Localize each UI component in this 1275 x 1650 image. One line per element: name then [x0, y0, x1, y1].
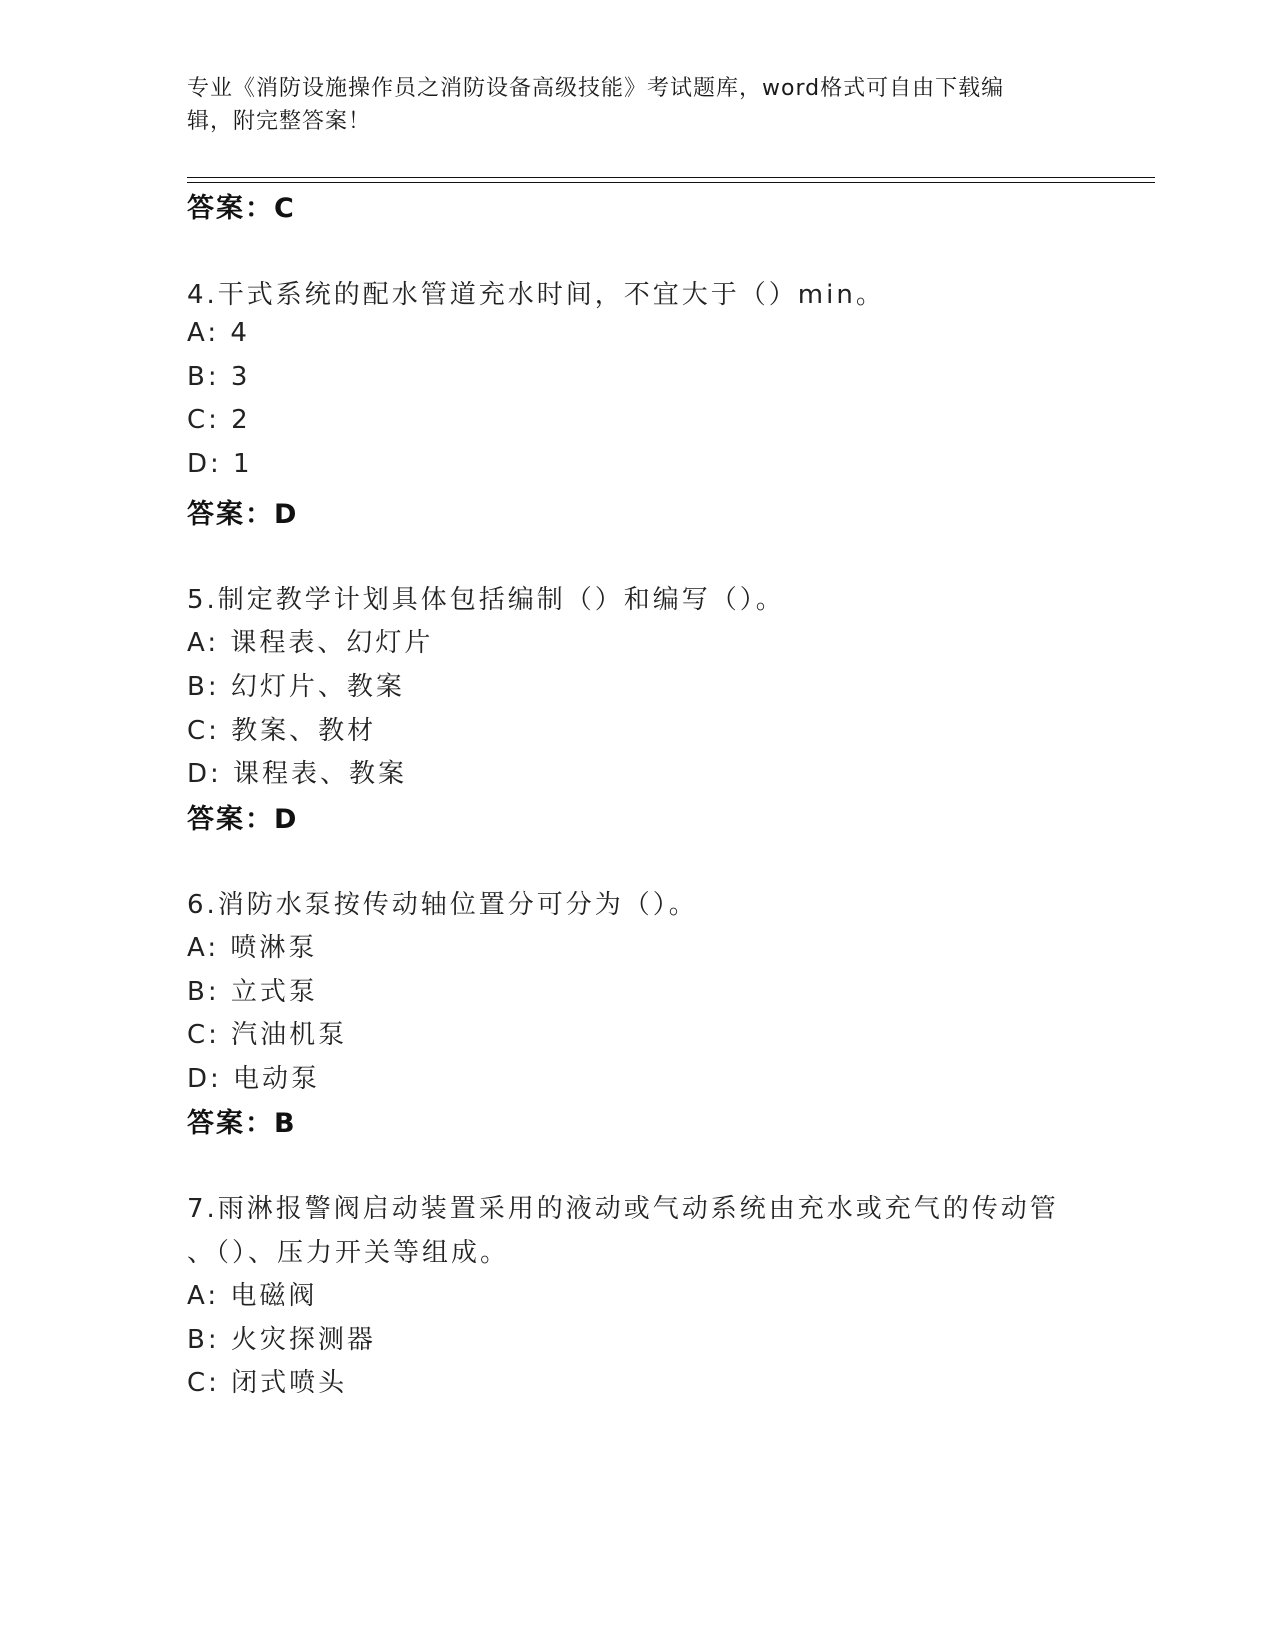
question-5-text: 5.制定教学计划具体包括编制（）和编写（）。 — [187, 585, 785, 615]
question-6-text: 6.消防水泵按传动轴位置分可分为（）。 — [187, 890, 698, 920]
header-divider-top — [187, 177, 1155, 178]
question-5-option-b: B: 幻灯片、教案 — [187, 672, 405, 702]
question-6-option-c: C: 汽油机泵 — [187, 1020, 348, 1050]
question-5-option-c: C: 教案、教材 — [187, 716, 377, 746]
document-header — [187, 72, 1087, 138]
question-6-answer: 答案：B — [187, 1108, 297, 1139]
header-line-1: 专业《消防设施操作员之消防设备高级技能》考试题库，word格式可自由下载编 — [187, 76, 1005, 101]
question-5-answer: 答案：D — [187, 804, 299, 835]
question-4-option-a: A: 4 — [187, 318, 250, 348]
question-7-option-a: A: 电磁阀 — [187, 1281, 318, 1311]
question-7-text-line-2: 、（）、压力开关等组成。 — [187, 1238, 510, 1268]
question-4-option-c: C: 2 — [187, 405, 251, 435]
header-line-2: 辑，附完整答案！ — [187, 109, 372, 134]
question-6-option-b: B: 立式泵 — [187, 977, 318, 1007]
question-4-answer: 答案：D — [187, 499, 299, 530]
question-5-option-d: D: 课程表、教案 — [187, 759, 408, 789]
question-6-option-a: A: 喷淋泵 — [187, 933, 318, 963]
question-4-text: 4.干式系统的配水管道充水时间，不宜大于（）min。 — [187, 280, 885, 310]
question-5-option-a: A: 课程表、幻灯片 — [187, 628, 434, 658]
question-4-option-b: B: 3 — [187, 362, 251, 392]
question-6-option-d: D: 电动泵 — [187, 1064, 321, 1094]
question-7-text-line-1: 7.雨淋报警阀启动装置采用的液动或气动系统由充水或充气的传动管 — [187, 1194, 1059, 1224]
question-4-option-d: D: 1 — [187, 449, 253, 479]
answer-previous: 答案：C — [187, 193, 296, 224]
question-7-option-b: B: 火灾探测器 — [187, 1325, 376, 1355]
question-7-option-c: C: 闭式喷头 — [187, 1368, 348, 1398]
header-divider-bottom — [187, 182, 1155, 183]
